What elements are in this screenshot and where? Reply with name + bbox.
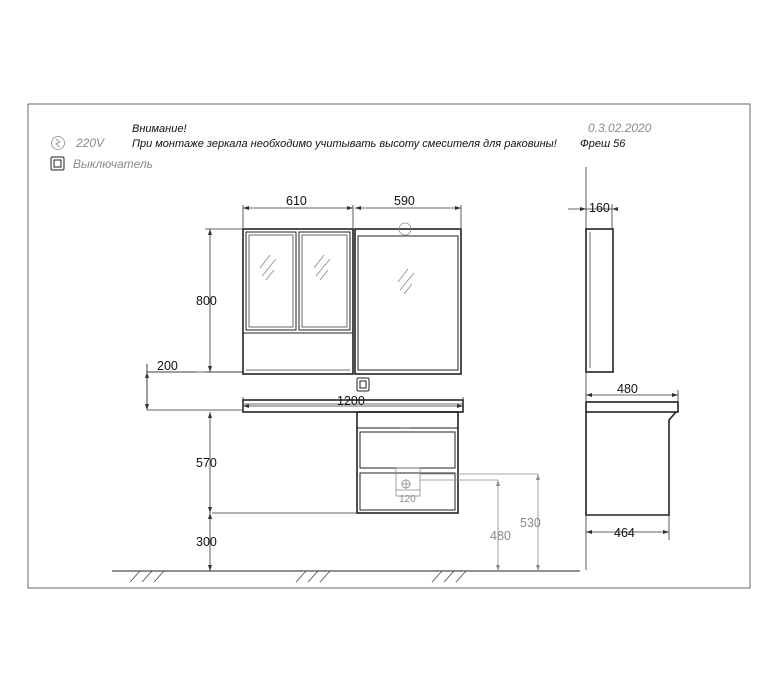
dim-300-label: 300 <box>196 535 217 549</box>
side-vanity <box>586 412 676 515</box>
side-countertop <box>586 402 678 412</box>
dim-480v-label: 480 <box>490 529 511 543</box>
dim-464 <box>586 515 669 540</box>
dim-200-label: 200 <box>157 359 178 373</box>
dim-120 <box>396 490 420 505</box>
warning-text: При монтаже зеркала необходимо учитывать высоту смесителя для раковины! <box>132 138 557 150</box>
dim-570 <box>196 412 217 513</box>
dim-590 <box>355 194 461 228</box>
dim-300 <box>196 513 217 571</box>
dim-120-label: 120 <box>399 494 416 505</box>
power-label: 220V <box>76 136 105 150</box>
power-outlet-icon <box>52 137 65 150</box>
dim-480-horizontal <box>586 382 678 402</box>
drawing-date: 0.3.02.2020 <box>588 121 652 135</box>
outlet-box <box>396 468 420 496</box>
dim-590-label: 590 <box>394 194 415 208</box>
dim-464-label: 464 <box>614 526 635 540</box>
dim-800-label: 800 <box>196 294 217 308</box>
model-name: Фреш 56 <box>580 138 626 150</box>
switch-label: Выключатель <box>73 157 153 171</box>
dim-530-vertical <box>520 474 541 571</box>
floor <box>112 571 580 582</box>
mirror-switch-icon <box>357 378 369 391</box>
switch-icon <box>51 157 64 170</box>
dim-610 <box>243 194 353 228</box>
dim-480-label: 480 <box>617 382 638 396</box>
dim-480-vertical <box>490 480 511 571</box>
dim-530-label: 530 <box>520 516 541 530</box>
dim-160 <box>568 201 618 229</box>
dim-570-label: 570 <box>196 456 217 470</box>
dim-800 <box>196 229 243 372</box>
dim-1200 <box>243 394 463 412</box>
dim-200 <box>145 359 196 410</box>
side-mirror-cabinet <box>586 229 613 372</box>
left-mirror-cabinet <box>243 229 353 374</box>
dim-610-label: 610 <box>286 194 307 208</box>
right-mirror <box>355 223 461 374</box>
warning-title: Внимание! <box>132 123 187 135</box>
dim-1200-label: 1200 <box>337 394 365 408</box>
dim-160-label: 160 <box>589 201 610 215</box>
